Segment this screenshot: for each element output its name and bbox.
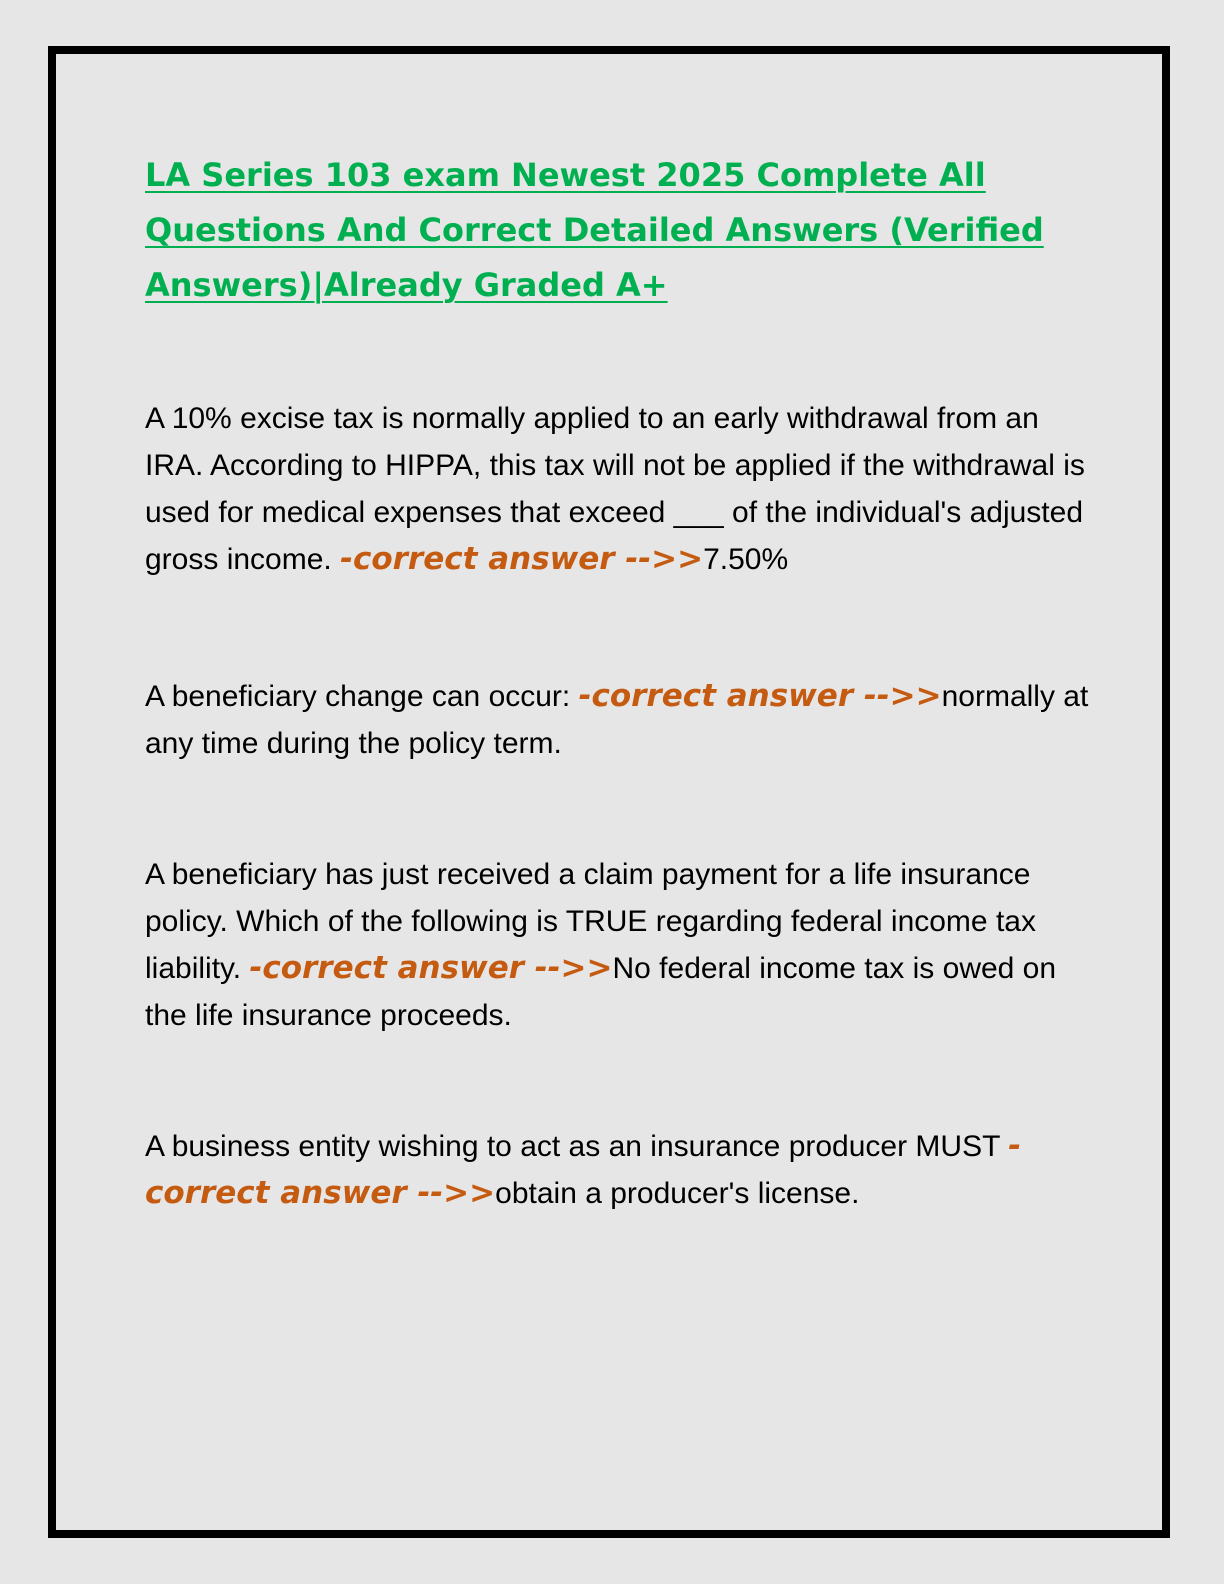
answer-marker: -correct answer -->> xyxy=(145,1128,1022,1211)
answer-text: 7.50% xyxy=(703,543,789,576)
answer-text: normally at any time during the policy term. xyxy=(145,680,1089,760)
qa-item xyxy=(145,673,1090,767)
document-title: LA Series 103 exam Newest 2025 Complete All Questions And Correct Detailed Answers (Verified Answers)|Already Graded A+ xyxy=(145,156,1044,304)
answer-marker: -correct answer -->> xyxy=(249,950,613,986)
document-content xyxy=(145,148,1090,1217)
question-text: A beneficiary change can occur: xyxy=(145,680,579,713)
qa-item xyxy=(145,851,1090,1039)
question-text: A 10% excise tax is normally applied to an early withdrawal from an IRA. According to HIPPA, this tax will not be applied if the withdrawal is used for medical expenses that exceed ___ of the individual's adjusted gross income. xyxy=(145,402,1085,576)
answer-text: No federal income tax is owed on the life insurance proceeds. xyxy=(145,952,1057,1032)
answer-marker: -correct answer -->> xyxy=(340,541,704,577)
qa-item xyxy=(145,395,1090,583)
question-text: A beneficiary has just received a claim payment for a life insurance policy. Which of the following is TRUE regarding federal income tax liability. xyxy=(145,858,1036,985)
question-text: A business entity wishing to act as an insurance producer MUST xyxy=(145,1130,1009,1163)
qa-item xyxy=(145,1123,1090,1217)
answer-text: obtain a producer's license. xyxy=(495,1177,860,1210)
answer-marker: -correct answer -->> xyxy=(578,678,942,714)
